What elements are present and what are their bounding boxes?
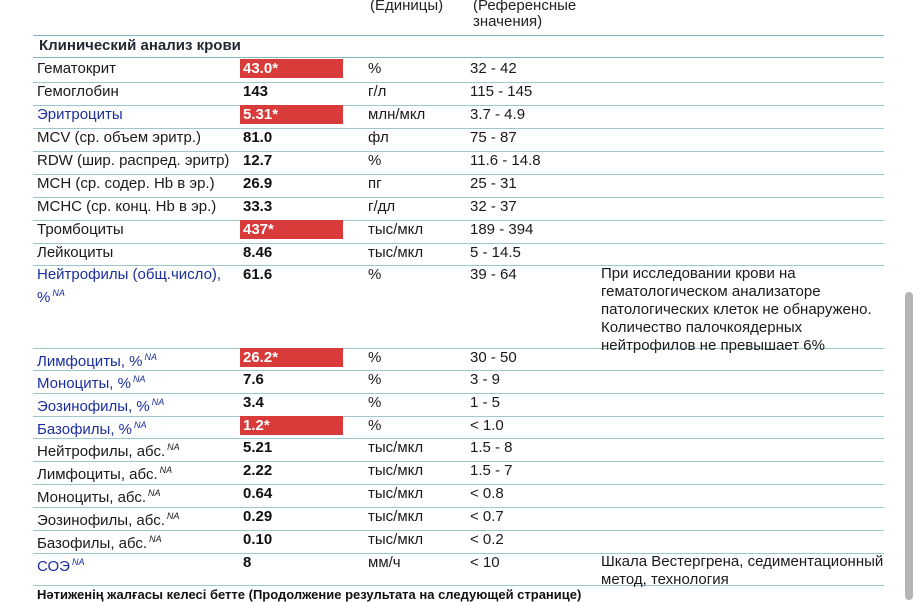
unit: тыс/мкл [368, 462, 424, 479]
test-name [37, 220, 237, 239]
test-name [37, 105, 237, 124]
reference-range: 3 - 9 [470, 371, 501, 388]
result-value: 81.0 [243, 129, 273, 146]
table-row [33, 59, 884, 83]
result-value: 7.6 [243, 371, 264, 388]
header-divider [33, 35, 884, 36]
unit: тыс/мкл [368, 485, 424, 502]
test-name-label: Эозинофилы, % [37, 398, 150, 415]
reference-range: < 10 [470, 554, 500, 571]
test-name [37, 59, 237, 78]
result-value: 2.22 [243, 462, 273, 479]
flagged-value: 1.2* [240, 416, 343, 435]
reference-range: 189 - 394 [470, 221, 534, 238]
unit: мм/ч [368, 554, 401, 571]
test-name-label: MCV (ср. объем эритр.) [37, 129, 202, 146]
reference-range: 32 - 37 [470, 198, 517, 215]
na-marker: NA [148, 488, 161, 498]
result-value: 8 [243, 554, 252, 571]
test-name-label: Лимфоциты, % [37, 353, 143, 370]
table-row [33, 220, 884, 244]
section-title: Клинический анализ крови [39, 37, 241, 54]
reference-range: 11.6 - 14.8 [470, 152, 541, 169]
result-value: 33.3 [243, 198, 273, 215]
table-row [33, 484, 884, 508]
test-name [37, 416, 237, 439]
table-row [33, 82, 884, 106]
reference-range: < 0.2 [470, 531, 504, 548]
table-row [33, 151, 884, 175]
unit: тыс/мкл [368, 221, 424, 238]
test-name-label: Эозинофилы, абс. [37, 512, 165, 529]
reference-header-line1: (Референсные [473, 0, 577, 14]
table-row [33, 265, 884, 354]
result-value: 0.10 [243, 531, 273, 548]
flagged-value: 437* [240, 220, 343, 239]
table-row [33, 174, 884, 198]
test-name-label: Лейкоциты [37, 244, 114, 261]
reference-range: 1 - 5 [470, 394, 501, 411]
unit: % [368, 152, 382, 169]
comment-note: Шкала Вестергрена, седиментационный метод, технология [601, 553, 884, 588]
test-name [37, 553, 237, 576]
unit: % [368, 394, 382, 411]
test-name [37, 82, 237, 101]
na-marker: NA [149, 534, 162, 544]
test-name-label: Эритроциты [37, 106, 123, 123]
table-row [33, 416, 884, 439]
unit: г/дл [368, 198, 396, 215]
result-value: 26.9 [243, 175, 273, 192]
test-name [37, 438, 237, 461]
test-name-label: Гематокрит [37, 60, 116, 77]
result-value: 12.7 [243, 152, 273, 169]
result-value: 3.4 [243, 394, 264, 411]
table-row [33, 370, 884, 394]
reference-range: 3.7 - 4.9 [470, 106, 526, 123]
na-marker: NA [159, 465, 173, 475]
test-name [37, 265, 237, 307]
flagged-value: 43.0* [240, 59, 343, 78]
table-row [33, 105, 884, 129]
table-row [33, 553, 884, 586]
na-marker: NA [71, 557, 85, 567]
test-name-label: RDW (шир. распред. эритр) [37, 152, 230, 169]
continuation-footer: Нәтиженің жалғасы келесі бетте (Продолжение результата на следующей странице) [37, 587, 582, 602]
result-value: 61.6 [243, 266, 273, 283]
test-name-label: MCH (ср. содер. Hb в эр.) [37, 175, 215, 192]
unit: фл [368, 129, 389, 146]
comment-note: При исследовании крови на гематологическом анализаторе патологических клеток не обнаружено. Количество палочкоядерных нейтрофилов не превышает 6% [601, 265, 872, 354]
test-name [37, 530, 237, 553]
unit: % [368, 349, 382, 366]
flagged-value: 26.2* [240, 348, 343, 367]
test-name-label: Моноциты, абс. [37, 489, 147, 506]
test-name [37, 348, 237, 371]
reference-header-line2: значения) [473, 13, 543, 30]
table-row [33, 128, 884, 152]
na-marker: NA [167, 442, 180, 452]
table-row [33, 530, 884, 554]
unit: г/л [368, 83, 387, 100]
reference-range: 75 - 87 [470, 129, 517, 146]
unit: % [368, 371, 382, 388]
na-marker: NA [52, 288, 65, 298]
unit: тыс/мкл [368, 508, 424, 525]
test-name [37, 461, 237, 484]
test-name-label: Нейтрофилы (общ.число), % [37, 266, 222, 306]
reference-range: 5 - 14.5 [470, 244, 521, 261]
unit: млн/мкл [368, 106, 426, 123]
reference-range: 115 - 145 [470, 83, 533, 100]
unit: тыс/мкл [368, 439, 424, 456]
test-name-label: MCHC (ср. конц. Hb в эр.) [37, 198, 217, 215]
reference-range: < 0.8 [470, 485, 504, 502]
na-marker: NA [151, 397, 165, 407]
test-name-label: Гемоглобин [37, 83, 119, 100]
result-value: 0.64 [243, 485, 273, 502]
test-name [37, 174, 237, 193]
unit: тыс/мкл [368, 244, 424, 261]
scrollbar[interactable] [905, 292, 913, 600]
reference-range: < 0.7 [470, 508, 504, 525]
na-marker: NA [132, 374, 146, 384]
table-row [33, 438, 884, 462]
result-value: 143 [243, 83, 269, 100]
test-name-label: Базофилы, % [37, 421, 132, 438]
unit: % [368, 417, 382, 434]
column-header-units: (Единицы) [370, 0, 444, 14]
result-value: 5.21 [243, 439, 273, 456]
unit: пг [368, 175, 382, 192]
table-row [33, 197, 884, 221]
result-value: 8.46 [243, 244, 273, 261]
table-row [33, 461, 884, 485]
test-name [37, 484, 237, 507]
test-name [37, 370, 237, 393]
reference-range: 32 - 42 [470, 60, 517, 77]
na-marker: NA [144, 352, 158, 362]
test-name-label: Тромбоциты [37, 221, 124, 238]
test-name [37, 128, 237, 147]
reference-range: 1.5 - 8 [470, 439, 513, 456]
test-name [37, 243, 237, 262]
test-name [37, 393, 237, 416]
na-marker: NA [166, 511, 180, 521]
table-row [33, 393, 884, 417]
reference-range: < 1.0 [470, 417, 504, 434]
reference-range: 39 - 64 [470, 266, 517, 283]
test-name [37, 507, 237, 530]
test-name-label: Моноциты, % [37, 375, 131, 392]
table-row [33, 507, 884, 531]
test-name-label: Базофилы, абс. [37, 535, 148, 552]
reference-range: 1.5 - 7 [470, 462, 513, 479]
section-divider [33, 57, 884, 58]
test-name-label: СОЭ [37, 558, 70, 575]
column-header-reference [473, 0, 576, 30]
result-value: 0.29 [243, 508, 273, 525]
table-row [33, 243, 884, 266]
test-name-label: Лимфоциты, абс. [37, 466, 158, 483]
unit: тыс/мкл [368, 531, 424, 548]
test-name [37, 197, 237, 216]
reference-range: 30 - 50 [470, 349, 517, 366]
na-marker: NA [134, 420, 147, 430]
reference-range: 25 - 31 [470, 175, 517, 192]
test-name [37, 151, 237, 170]
flagged-value: 5.31* [240, 105, 343, 124]
table-row [33, 348, 884, 371]
unit: % [368, 266, 382, 283]
unit: % [368, 60, 382, 77]
test-name-label: Нейтрофилы, абс. [37, 443, 166, 460]
